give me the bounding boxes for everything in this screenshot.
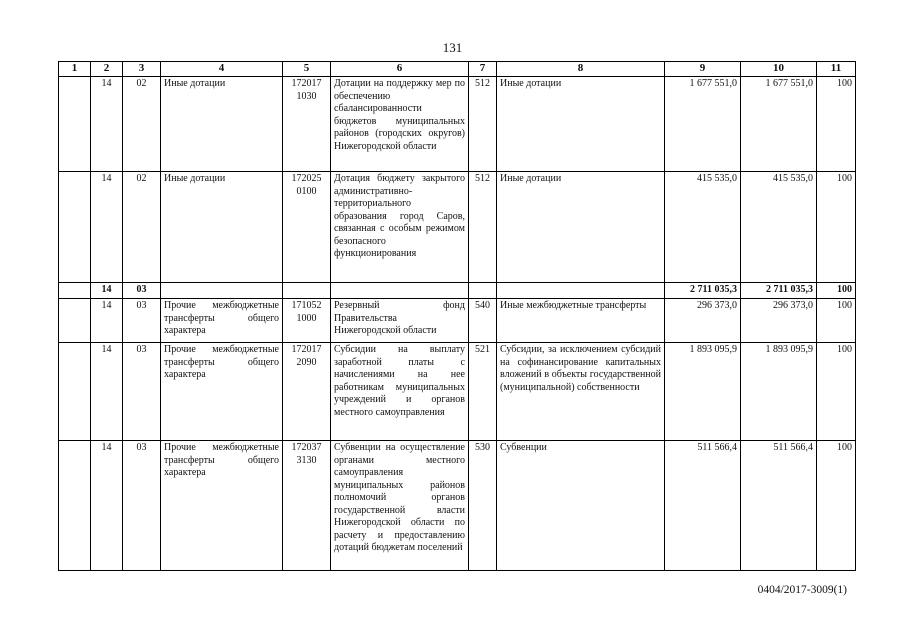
- cell-col-11: 100: [817, 441, 856, 571]
- column-header-7: 7: [469, 62, 497, 77]
- cell-col-1: [59, 343, 91, 441]
- cell-col-10: 511 566,4: [741, 441, 817, 571]
- cell-col-1: [59, 299, 91, 343]
- cell-col-10: 1 893 095,9: [741, 343, 817, 441]
- cell-col-8: Субвенции: [497, 441, 665, 571]
- column-header-10: 10: [741, 62, 817, 77]
- cell-col-3: 03: [123, 441, 161, 571]
- cell-col-6: Дотации на поддержку мер по обеспечению сбалансированности бюджетов муниципальных районов (городских округов) Нижегородской области: [331, 77, 469, 172]
- cell-col-3: 02: [123, 172, 161, 283]
- cell-col-11: 100: [817, 77, 856, 172]
- page-number: 131: [442, 40, 463, 55]
- cell-col-9: 511 566,4: [665, 441, 741, 571]
- cell-col-7: 521: [469, 343, 497, 441]
- cell-col-8: [497, 283, 665, 299]
- cell-col-2: 14: [91, 283, 123, 299]
- cell-col-4: Прочие межбюджетные трансферты общего характера: [161, 299, 283, 343]
- cell-col-2: 14: [91, 343, 123, 441]
- cell-col-7: 540: [469, 299, 497, 343]
- cell-col-9: 1 677 551,0: [665, 77, 741, 172]
- cell-col-6: [331, 283, 469, 299]
- cell-col-10: 2 711 035,3: [741, 283, 817, 299]
- cell-col-3: 03: [123, 343, 161, 441]
- cell-col-11: 100: [817, 343, 856, 441]
- cell-col-2: 14: [91, 299, 123, 343]
- column-header-9: 9: [665, 62, 741, 77]
- cell-col-9: 2 711 035,3: [665, 283, 741, 299]
- cell-col-1: [59, 283, 91, 299]
- table-row: [59, 299, 856, 343]
- cell-col-9: 415 535,0: [665, 172, 741, 283]
- cell-col-5: 172017 2090: [283, 343, 331, 441]
- cell-col-5: 172037 3130: [283, 441, 331, 571]
- cell-col-5: 171052 1000: [283, 299, 331, 343]
- cell-col-4: Иные дотации: [161, 172, 283, 283]
- column-header-11: 11: [817, 62, 856, 77]
- table-row: [59, 343, 856, 441]
- cell-col-2: 14: [91, 77, 123, 172]
- cell-col-6: Субвенции на осуществление органами местного самоуправления муниципальных районов полномочий органов государственной власти Нижегородской области по расчету и предоставлению дотаций бюджетам поселений: [331, 441, 469, 571]
- cell-col-2: 14: [91, 172, 123, 283]
- document-code: 0404/2017-3009(1): [757, 584, 847, 596]
- cell-col-9: 296 373,0: [665, 299, 741, 343]
- cell-col-1: [59, 172, 91, 283]
- cell-col-10: 1 677 551,0: [741, 77, 817, 172]
- cell-col-11: 100: [817, 172, 856, 283]
- column-header-4: 4: [161, 62, 283, 77]
- cell-col-6: Дотация бюджету закрытого административно-территориального образования город Саров, связанная с особым режимом безопасного функционирования: [331, 172, 469, 283]
- cell-col-9: 1 893 095,9: [665, 343, 741, 441]
- column-header-5: 5: [283, 62, 331, 77]
- table-body: [59, 77, 856, 571]
- cell-col-10: 296 373,0: [741, 299, 817, 343]
- column-header-2: 2: [91, 62, 123, 77]
- column-header-6: 6: [331, 62, 469, 77]
- cell-col-2: 14: [91, 441, 123, 571]
- cell-col-4: Иные дотации: [161, 77, 283, 172]
- cell-col-4: [161, 283, 283, 299]
- cell-col-11: 100: [817, 299, 856, 343]
- subtotal-row: [59, 283, 856, 299]
- cell-col-3: 03: [123, 283, 161, 299]
- budget-table: [58, 61, 856, 571]
- cell-col-7: 512: [469, 172, 497, 283]
- cell-col-7: 530: [469, 441, 497, 571]
- header-row: [59, 62, 856, 77]
- table-row: [59, 441, 856, 571]
- cell-col-8: Иные межбюджетные трансферты: [497, 299, 665, 343]
- cell-col-5: 172025 0100: [283, 172, 331, 283]
- cell-col-8: Субсидии, за исключением субсидий на софинансирование капитальных вложений в объекты государственной (муниципальной) собственности: [497, 343, 665, 441]
- column-header-3: 3: [123, 62, 161, 77]
- table-row: [59, 77, 856, 172]
- table-row: [59, 172, 856, 283]
- cell-col-5: 172017 1030: [283, 77, 331, 172]
- column-header-1: 1: [59, 62, 91, 77]
- cell-col-8: Иные дотации: [497, 172, 665, 283]
- cell-col-10: 415 535,0: [741, 172, 817, 283]
- cell-col-6: Резервный фонд Правительства Нижегородской области: [331, 299, 469, 343]
- cell-col-6: Субсидии на выплату заработной платы с начислениями на нее работникам муниципальных учреждений и органов местного самоуправления: [331, 343, 469, 441]
- cell-col-1: [59, 441, 91, 571]
- cell-col-8: Иные дотации: [497, 77, 665, 172]
- cell-col-3: 03: [123, 299, 161, 343]
- column-header-8: 8: [497, 62, 665, 77]
- cell-col-4: Прочие межбюджетные трансферты общего характера: [161, 343, 283, 441]
- cell-col-3: 02: [123, 77, 161, 172]
- cell-col-5: [283, 283, 331, 299]
- cell-col-4: Прочие межбюджетные трансферты общего характера: [161, 441, 283, 571]
- cell-col-11: 100: [817, 283, 856, 299]
- cell-col-1: [59, 77, 91, 172]
- cell-col-7: [469, 283, 497, 299]
- cell-col-7: 512: [469, 77, 497, 172]
